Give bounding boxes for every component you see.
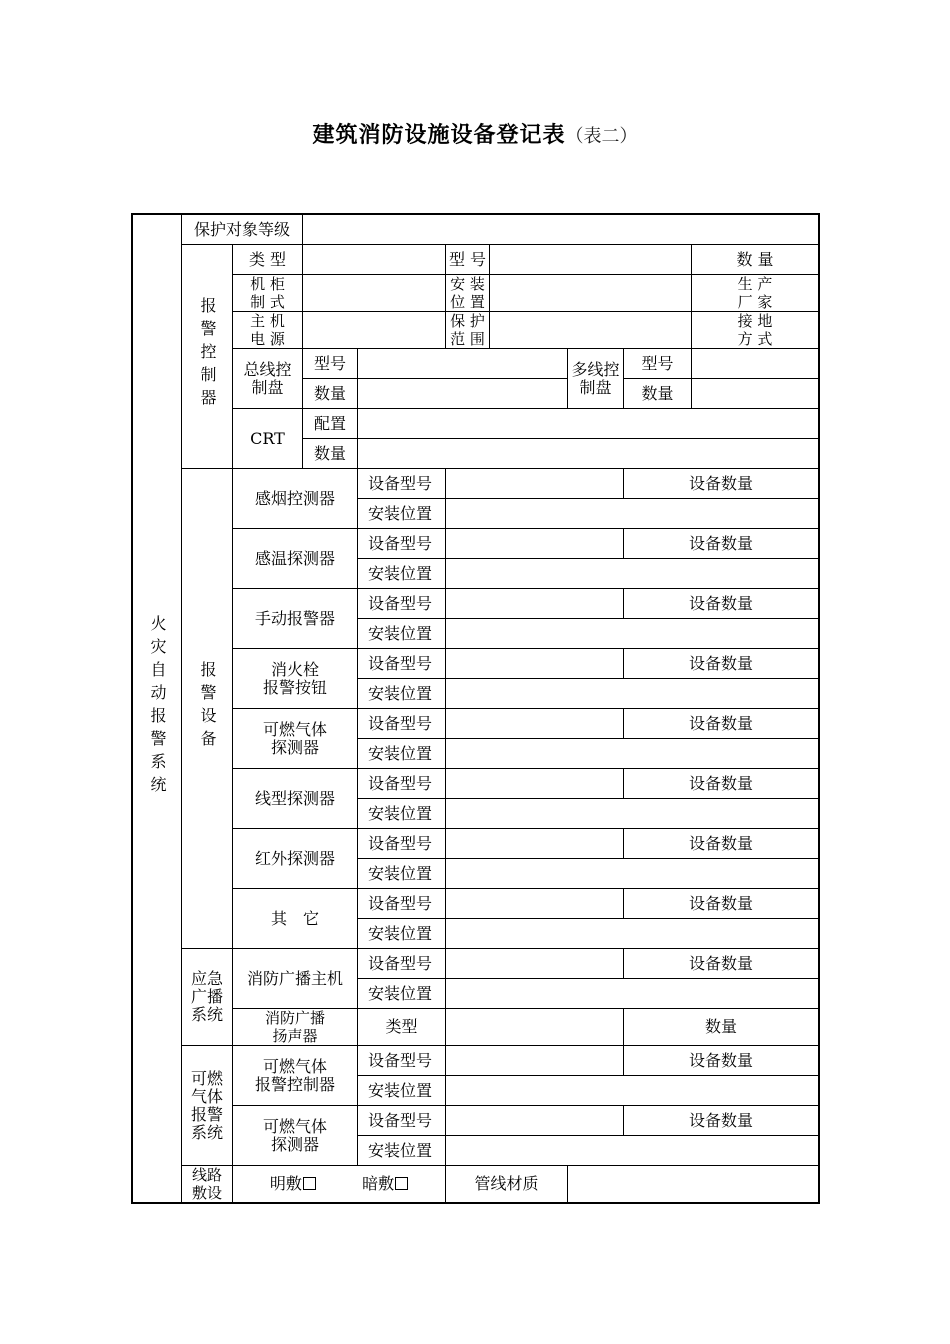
quantity-label: 数 量 — [692, 245, 819, 275]
controller-label-cell — [182, 245, 233, 469]
device-2-model-field[interactable] — [446, 589, 624, 619]
gas-detector-label: 可燃气体 探测器 — [233, 1106, 358, 1166]
multi-qty-label: 数量 — [624, 379, 692, 409]
device-name: 手动报警器 — [233, 589, 358, 649]
model-label: 型 号 — [446, 245, 490, 275]
device-name: 消火栓 报警按钮 — [233, 649, 358, 709]
protect-range-label: 保 护 范 围 — [446, 312, 490, 349]
main-power-label: 主 机 电 源 — [233, 312, 303, 349]
device-6-qty-label: 设备数量 — [624, 829, 819, 859]
bus-panel-label: 总线控 制盘 — [233, 349, 303, 409]
device-name: 线型探测器 — [233, 769, 358, 829]
type-field[interactable] — [303, 245, 446, 275]
device-0-install-label: 安装位置 — [358, 499, 446, 529]
pipe-material-field[interactable] — [568, 1166, 819, 1203]
title-sub: （表二） — [565, 126, 638, 147]
broadcast-host-model-field[interactable] — [446, 949, 624, 979]
device-7-model-field[interactable] — [446, 889, 624, 919]
device-7-install-field[interactable] — [446, 919, 819, 949]
device-7-qty-label: 设备数量 — [624, 889, 819, 919]
title-main: 建筑消防设施设备登记表 — [312, 123, 566, 148]
speaker-label: 消防广播 扬声器 — [233, 1009, 358, 1046]
device-0-qty-label: 设备数量 — [624, 469, 819, 499]
device-2-install-field[interactable] — [446, 619, 819, 649]
device-name: 感烟控测器 — [233, 469, 358, 529]
crt-qty-field[interactable] — [358, 439, 819, 469]
device-4-install-field[interactable] — [446, 739, 819, 769]
concealed-checkbox[interactable] — [395, 1177, 408, 1190]
model-field[interactable] — [490, 245, 692, 275]
device-7-model-label: 设备型号 — [358, 889, 446, 919]
cabinet-label: 机 柜 制 式 — [233, 275, 303, 312]
page-title — [0, 118, 950, 149]
crt-qty-label: 数量 — [303, 439, 358, 469]
gas-detector-model-field[interactable] — [446, 1106, 624, 1136]
device-5-install-field[interactable] — [446, 799, 819, 829]
device-1-model-label: 设备型号 — [358, 529, 446, 559]
speaker-qty-label: 数量 — [624, 1009, 819, 1046]
device-name: 其 它 — [233, 889, 358, 949]
gas-system-label: 可燃 气体 报警 系统 — [182, 1046, 233, 1166]
device-2-model-label: 设备型号 — [358, 589, 446, 619]
pipe-material-label: 管线材质 — [446, 1166, 568, 1203]
crt-config-field[interactable] — [358, 409, 819, 439]
bus-qty-field[interactable] — [358, 379, 568, 409]
device-4-qty-label: 设备数量 — [624, 709, 819, 739]
device-5-install-label: 安装位置 — [358, 799, 446, 829]
device-3-install-label: 安装位置 — [358, 679, 446, 709]
protect-level-field[interactable] — [303, 215, 819, 245]
device-3-model-field[interactable] — [446, 649, 624, 679]
device-name: 可燃气体 探测器 — [233, 709, 358, 769]
device-5-model-label: 设备型号 — [358, 769, 446, 799]
speaker-type-label: 类型 — [358, 1009, 446, 1046]
device-5-qty-label: 设备数量 — [624, 769, 819, 799]
device-1-install-field[interactable] — [446, 559, 819, 589]
multi-model-field[interactable] — [692, 349, 819, 379]
device-0-model-field[interactable] — [446, 469, 624, 499]
multi-panel-label: 多线控 制盘 — [568, 349, 624, 409]
broadcast-host-qty-label: 设备数量 — [624, 949, 819, 979]
device-2-install-label: 安装位置 — [358, 619, 446, 649]
device-4-model-field[interactable] — [446, 709, 624, 739]
multi-model-label: 型号 — [624, 349, 692, 379]
emergency-label: 应急 广播 系统 — [182, 949, 233, 1046]
gas-controller-label: 可燃气体 报警控制器 — [233, 1046, 358, 1106]
manufacturer-label: 生 产 厂 家 — [692, 275, 819, 312]
install-field[interactable] — [490, 275, 692, 312]
gas-detector-model-label: 设备型号 — [358, 1106, 446, 1136]
system-label: 火灾自动报警系统 — [148, 614, 167, 799]
device-7-install-label: 安装位置 — [358, 919, 446, 949]
bus-model-label: 型号 — [303, 349, 358, 379]
controller-label: 报警控制器 — [198, 297, 217, 412]
speaker-type-field[interactable] — [446, 1009, 624, 1046]
crt-config-label: 配置 — [303, 409, 358, 439]
main-power-field[interactable] — [303, 312, 446, 349]
gas-detector-install-label: 安装位置 — [358, 1136, 446, 1166]
cabinet-field[interactable] — [303, 275, 446, 312]
device-3-install-field[interactable] — [446, 679, 819, 709]
device-2-qty-label: 设备数量 — [624, 589, 819, 619]
gas-controller-qty-label: 设备数量 — [624, 1046, 819, 1076]
device-3-model-label: 设备型号 — [358, 649, 446, 679]
multi-qty-field[interactable] — [692, 379, 819, 409]
device-0-install-field[interactable] — [446, 499, 819, 529]
gas-detector-install-field[interactable] — [446, 1136, 819, 1166]
device-name: 感温探测器 — [233, 529, 358, 589]
exposed-checkbox[interactable] — [303, 1177, 316, 1190]
gas-detector-qty-label: 设备数量 — [624, 1106, 819, 1136]
device-4-model-label: 设备型号 — [358, 709, 446, 739]
wiring-label: 线路 敷设 — [182, 1166, 233, 1203]
device-1-model-field[interactable] — [446, 529, 624, 559]
system-label-cell — [133, 215, 182, 1203]
install-label: 安 装 位 置 — [446, 275, 490, 312]
alarm-devices-label: 报警设备 — [198, 660, 217, 753]
grounding-label: 接 地 方 式 — [692, 312, 819, 349]
device-0-model-label: 设备型号 — [358, 469, 446, 499]
protect-range-field[interactable] — [490, 312, 692, 349]
device-6-install-label: 安装位置 — [358, 859, 446, 889]
broadcast-host-model-label: 设备型号 — [358, 949, 446, 979]
broadcast-host-install-field[interactable] — [446, 979, 819, 1009]
broadcast-host-label: 消防广播主机 — [233, 949, 358, 1009]
bus-qty-label: 数量 — [303, 379, 358, 409]
registration-table — [132, 214, 819, 1203]
protect-level-label: 保护对象等级 — [182, 215, 303, 245]
crt-label: CRT — [233, 409, 303, 469]
gas-controller-install-field[interactable] — [446, 1076, 819, 1106]
broadcast-host-install-label: 安装位置 — [358, 979, 446, 1009]
gas-controller-model-field[interactable] — [446, 1046, 624, 1076]
wiring-options — [233, 1166, 446, 1203]
device-1-qty-label: 设备数量 — [624, 529, 819, 559]
exposed-label: 明敷 — [269, 1174, 302, 1193]
device-6-install-field[interactable] — [446, 859, 819, 889]
device-1-install-label: 安装位置 — [358, 559, 446, 589]
bus-model-field[interactable] — [358, 349, 568, 379]
device-6-model-field[interactable] — [446, 829, 624, 859]
device-name: 红外探测器 — [233, 829, 358, 889]
alarm-devices-label-cell — [182, 469, 233, 949]
gas-controller-install-label: 安装位置 — [358, 1076, 446, 1106]
device-5-model-field[interactable] — [446, 769, 624, 799]
device-4-install-label: 安装位置 — [358, 739, 446, 769]
device-3-qty-label: 设备数量 — [624, 649, 819, 679]
gas-controller-model-label: 设备型号 — [358, 1046, 446, 1076]
concealed-label: 暗敷 — [362, 1174, 395, 1193]
device-6-model-label: 设备型号 — [358, 829, 446, 859]
type-label: 类 型 — [233, 245, 303, 275]
